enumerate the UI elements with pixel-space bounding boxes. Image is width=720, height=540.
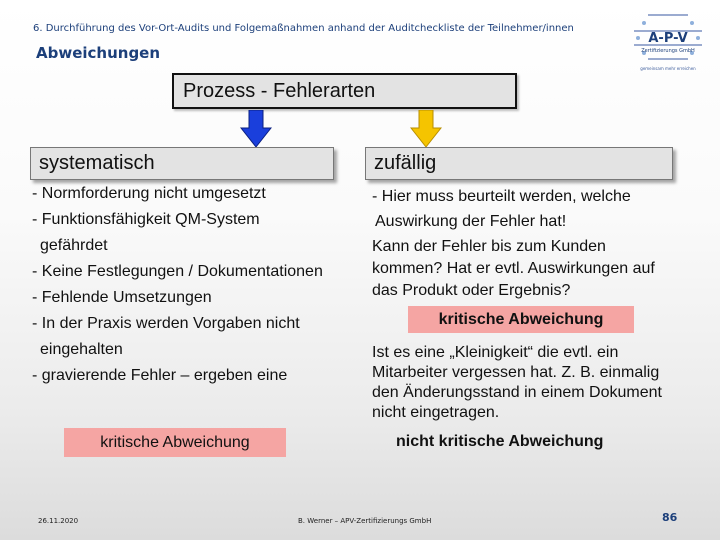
right-list-bottom bbox=[372, 343, 662, 423]
right-line: Ist es eine „Kleinigkeit“ die evtl. ein bbox=[372, 344, 619, 361]
process-box: Prozess - Fehlerarten bbox=[172, 73, 517, 109]
page-number: 86 bbox=[662, 511, 678, 524]
left-line: - Fehlende Umsetzungen bbox=[32, 289, 212, 306]
slide-subtitle: 6. Durchführung des Vor-Ort-Audits und Folgemaßnahmen anhand der Auditcheckliste der Teilnehmer/innen bbox=[33, 23, 574, 34]
logo-tagline: gemeinsam mehr erreichen bbox=[640, 66, 696, 71]
left-line: gefährdet bbox=[40, 237, 108, 254]
footer-author: B. Werner – APV-Zertifizierungs GmbH bbox=[298, 517, 432, 525]
logo-letters: A-P-V bbox=[648, 31, 688, 46]
left-line: - Normforderung nicht umgesetzt bbox=[32, 185, 266, 202]
right-line: nicht eingetragen. bbox=[372, 404, 500, 421]
arrow-down-yellow-icon bbox=[410, 110, 442, 148]
right-line: den Änderungsstand in einem Dokument bbox=[372, 384, 662, 401]
logo-text: Zertifizierungs GmbH bbox=[641, 48, 695, 54]
left-line: eingehalten bbox=[40, 341, 123, 358]
slide-title: Abweichungen bbox=[36, 44, 161, 62]
right-badge-kritisch: kritische Abweichung bbox=[408, 306, 634, 333]
left-list bbox=[32, 184, 323, 386]
left-line: - gravierende Fehler – ergeben eine bbox=[32, 367, 288, 384]
left-badge-kritisch: kritische Abweichung bbox=[64, 428, 286, 457]
right-line: Kann der Fehler bis zum Kunden bbox=[372, 238, 606, 255]
right-line: kommen? Hat er evtl. Auswirkungen auf bbox=[372, 260, 655, 277]
arrow-right-shape bbox=[411, 110, 441, 147]
right-list-top bbox=[372, 187, 655, 301]
right-line: - Hier muss beurteilt werden, welche bbox=[372, 188, 631, 205]
right-conclusion: nicht kritische Abweichung bbox=[396, 433, 604, 450]
arrow-down-blue-icon bbox=[240, 110, 272, 148]
left-line: - In der Praxis werden Vorgaben nicht bbox=[32, 315, 300, 332]
footer-date: 26.11.2020 bbox=[38, 517, 79, 525]
left-line: - Keine Festlegungen / Dokumentationen bbox=[32, 263, 323, 280]
heading-systematisch: systematisch bbox=[30, 147, 334, 180]
right-line: Auswirkung der Fehler hat! bbox=[375, 213, 567, 230]
right-line: das Produkt oder Ergebnis? bbox=[372, 282, 571, 299]
heading-zufaellig: zufällig bbox=[365, 147, 673, 180]
left-line: - Funktionsfähigkeit QM-System bbox=[32, 211, 260, 228]
arrow-left-shape bbox=[241, 110, 271, 147]
right-line: Mitarbeiter vergessen hat. Z. B. einmalig bbox=[372, 364, 660, 381]
